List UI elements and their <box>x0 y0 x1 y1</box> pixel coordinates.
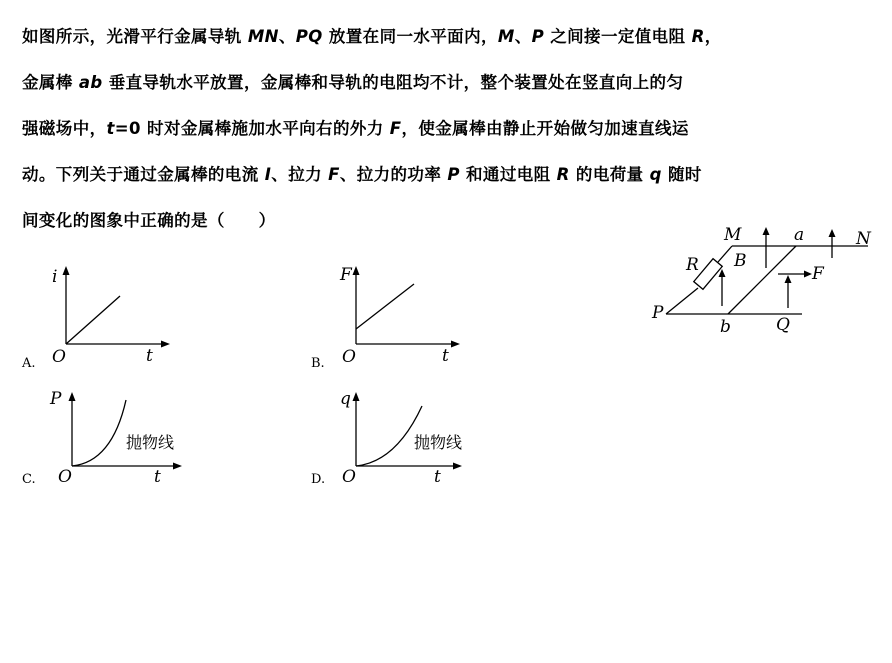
option-c-ylabel: P <box>50 389 62 409</box>
text-run: 金属棒 <box>22 73 79 92</box>
text-run: 动。下列关于通过金属棒的电流 <box>22 165 265 184</box>
option-c-label[interactable]: C. <box>22 472 36 487</box>
option-d-curve-note: 抛物线 <box>414 433 463 452</box>
option-c-origin: O <box>58 467 72 486</box>
label-f: F <box>812 264 824 284</box>
variable-symbol: I <box>264 165 272 184</box>
option-d-graph[interactable] <box>330 386 500 486</box>
label-b: b <box>720 317 731 337</box>
option-d-curve <box>356 406 422 466</box>
option-a-xlabel: t <box>146 346 153 366</box>
variable-symbol: P <box>531 27 545 46</box>
label-p: P <box>652 303 664 323</box>
text-run: 、拉力的功率 <box>339 165 448 184</box>
question-line <box>22 152 874 198</box>
option-b-origin: O <box>342 347 356 367</box>
option-d-ylabel: q <box>340 389 351 409</box>
text-run: 、 <box>278 27 296 46</box>
question-line <box>22 106 874 152</box>
variable-symbol: PQ <box>295 27 323 46</box>
variable-symbol: R <box>556 165 570 184</box>
text-run: 之间接一定值电阻 <box>544 27 692 46</box>
text-run: 、拉力 <box>271 165 329 184</box>
option-c-xlabel: t <box>154 467 161 486</box>
option-b-label[interactable]: B. <box>311 356 325 371</box>
text-run: 、 <box>514 27 532 46</box>
label-a: a <box>794 225 805 245</box>
option-d-origin: O <box>342 467 356 486</box>
variable-symbol: t <box>106 119 115 138</box>
variable-symbol: F <box>328 165 340 184</box>
circuit-diagram <box>640 222 885 342</box>
text-run: =0 时对金属棒施加水平向右的外力 <box>114 119 390 138</box>
variable-symbol: ab <box>78 73 103 92</box>
text-run: 垂直导轨水平放置，金属棒和导轨的电阻均不计，整个装置处在竖直向上的匀 <box>102 73 684 92</box>
label-r: R <box>686 255 699 275</box>
text-run: 随时 <box>661 165 702 184</box>
option-c-curve <box>72 400 126 466</box>
option-d-xlabel: t <box>434 467 441 486</box>
label-m: M <box>724 225 742 245</box>
variable-symbol: R <box>691 27 705 46</box>
question-line <box>22 60 874 106</box>
resistor-wire-bottom <box>666 288 698 314</box>
text-run: 的电荷量 <box>569 165 650 184</box>
text-run: 间变化的图象中正确的是（ ） <box>22 211 276 230</box>
text-run: ， <box>704 27 722 46</box>
option-a-origin: O <box>52 347 66 367</box>
question-text <box>22 14 874 244</box>
option-d-label[interactable]: D. <box>311 472 326 487</box>
text-run: 和通过电阻 <box>459 165 557 184</box>
question-line <box>22 14 874 60</box>
option-b-curve <box>356 284 414 329</box>
variable-symbol: M <box>497 27 515 46</box>
label-b-field: B <box>734 251 747 271</box>
text-run: 强磁场中， <box>22 119 107 138</box>
option-c-curve-note: 抛物线 <box>126 433 175 452</box>
option-a-label[interactable]: A. <box>22 356 36 371</box>
option-a-graph[interactable] <box>40 258 180 368</box>
variable-symbol: P <box>447 165 460 184</box>
resistor-wire-top <box>718 246 732 262</box>
option-b-graph[interactable] <box>330 258 470 368</box>
variable-symbol: q <box>649 165 662 184</box>
label-q: Q <box>776 315 790 335</box>
option-c-graph[interactable] <box>44 386 214 486</box>
option-a-ylabel: i <box>52 267 58 287</box>
label-n: N <box>856 229 871 249</box>
variable-symbol: MN <box>247 27 279 46</box>
variable-symbol: F <box>389 119 402 138</box>
text-run: 如图所示，光滑平行金属导轨 <box>22 27 248 46</box>
text-run: ，使金属棒由静止开始做匀加速直线运 <box>401 119 689 138</box>
option-b-xlabel: t <box>442 346 449 366</box>
option-a-curve <box>66 296 120 344</box>
option-b-ylabel: F <box>340 265 352 285</box>
text-run: 放置在同一水平面内， <box>322 27 498 46</box>
